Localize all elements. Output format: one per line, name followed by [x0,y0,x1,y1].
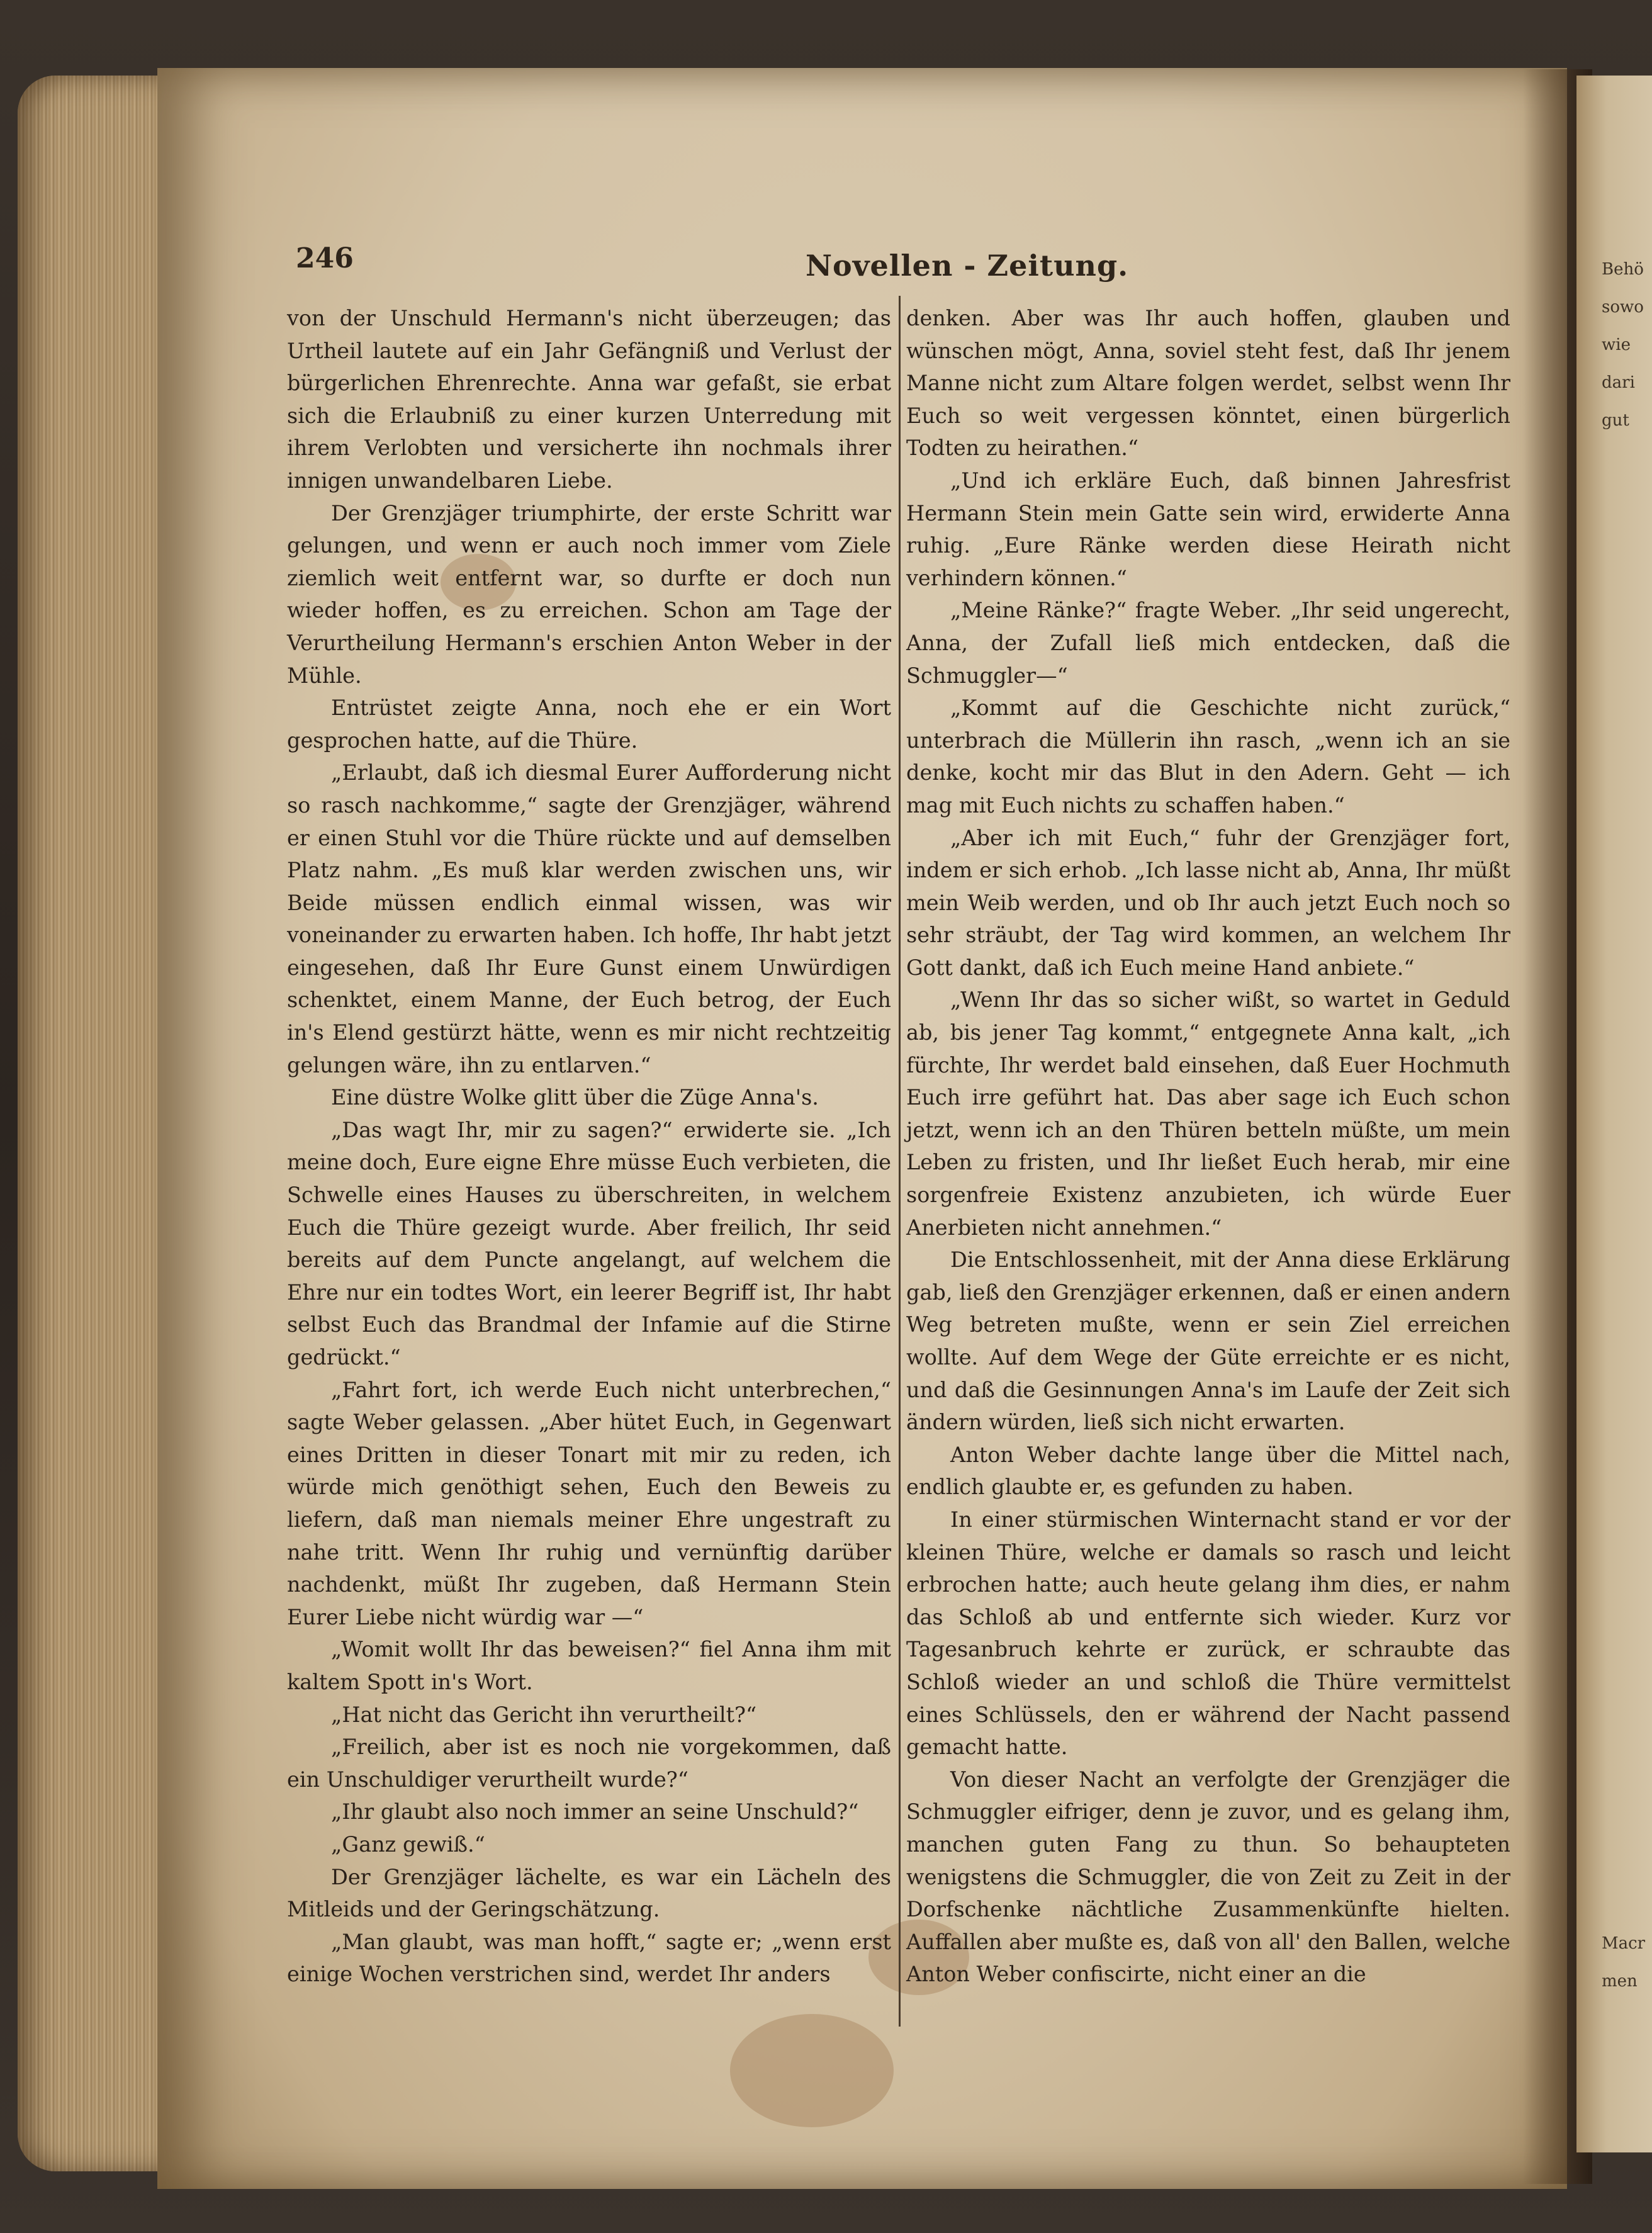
column-divider [899,296,901,2027]
paragraph: denken. Aber was Ihr auch hoffen, glauben und wünschen mögt, Anna, soviel steht fest, daß Ihr jenem Manne nicht zum Altare folgen werdet, selbst wenn Ihr Euch so weit vergessen könntet, einen bürgerlich Todten zu heirathen.“ [906,306,1510,461]
text-column-left [287,302,891,1991]
paragraph: In einer stürmischen Winternacht stand er vor der kleinen Thüre, welche er damals so rasch und leicht erbrochen hatte; auch heute gelang ihm dies, er nahm das Schloß ab und entfernte sich wieder. Kurz vor Tagesanbruch kehrte er zurück, er schraubte das Schloß wieder an und schloß die Thüre vermittelst eines Schlüssels, den er während der Nacht passend gemacht hatte. [906,1507,1510,1760]
next-page-fragment: dari [1602,373,1635,392]
paragraph: „Ganz gewiß.“ [331,1831,485,1857]
paragraph: Von dieser Nacht an verfolgte der Grenzjäger die Schmuggler eifriger, denn je zuvor, und es gelang ihm, manchen guten Fang zu thun. So behaupteten wenigstens die Schmuggler, die von Zeit zu Zeit in der Dorfschenke nächtliche Zusammenkünfte hielten. Auffallen aber mußte es, daß von all' den Ballen, welche Anton Weber confiscirte, nicht einer an die [906,1767,1510,1987]
paragraph: Die Entschlossenheit, mit der Anna diese Erklärung gab, ließ den Grenzjäger erkennen, daß er einen andern Weg betreten mußte, wenn er sein Ziel erreichen wollte. Auf dem Wege der Güte erreichte er es nicht, und daß die Gesinnungen Anna's im Laufe der Zeit sich ändern würden, ließ sich nicht erwarten. [906,1247,1510,1435]
paragraph: Eine düstre Wolke glitt über die Züge Anna's. [331,1085,819,1110]
water-stain [730,2014,894,2127]
next-page-edge [1576,76,1652,2152]
next-page-fragment: gut [1602,411,1629,430]
text-column-right [906,302,1510,1991]
next-page-fragment: Behö [1602,260,1644,279]
running-head: Novellen - Zeitung. [806,249,1129,283]
paragraph: „Hat nicht das Gericht ihn verurtheilt?“ [331,1702,757,1727]
next-page-fragment: wie [1602,335,1631,354]
paragraph: „Erlaubt, daß ich diesmal Eurer Aufforderung nicht so rasch nachkomme,“ sagte der Grenzjäger, während er einen Stuhl vor die Thüre rückte und auf demselben Platz nahm. „Es muß klar werden zwischen uns, wir Beide müssen endlich einmal wissen, was wir voneinander zu erwarten haben. Ich hoffe, Ihr habt jetzt eingesehen, daß Ihr Eure Gunst einem Unwürdigen schenktet, einem Manne, der Euch betrog, der Euch in's Elend gestürzt hätte, wenn es mir nicht rechtzeitig gelungen wäre, ihn zu entlarven.“ [287,760,891,1077]
paragraph: „Freilich, aber ist es noch nie vorgekommen, daß ein Unschuldiger verurtheilt wurde?“ [287,1735,891,1792]
paragraph: „Das wagt Ihr, mir zu sagen?“ erwiderte sie. „Ich meine doch, Eure eigne Ehre müsse Euch verbieten, die Schwelle eines Hauses zu überschreiten, in welchem Euch die Thüre gezeigt wurde. Aber freilich, Ihr seid bereits auf dem Puncte angelangt, auf welchem die Ehre nur ein todtes Wort, ein leerer Begriff ist, Ihr habt selbst Euch das Brandmal der Infamie auf die Stirne gedrückt.“ [287,1117,891,1370]
paragraph: Der Grenzjäger triumphirte, der erste Schritt war gelungen, und wenn er auch noch immer vom Ziele ziemlich weit entfernt war, so durfte er doch nun wieder hoffen, es zu erreichen. Schon am Tage der Verurtheilung Hermann's erschien Anton Weber in der Mühle. [287,500,891,688]
next-page-fragment: men [1602,1972,1638,1991]
paragraph: „Aber ich mit Euch,“ fuhr der Grenzjäger fort, indem er sich erhob. „Ich lasse nicht ab, Anna, Ihr müßt mein Weib werden, und ob Ihr auch jetzt Euch noch so sehr sträubt, der Tag wird kommen, an welchem Ihr Gott dankt, daß ich Euch meine Hand anbiete.“ [906,825,1510,980]
paragraph: „Kommt auf die Geschichte nicht zurück,“ unterbrach die Müllerin ihn rasch, „wenn ich an sie denke, kocht mir das Blut in den Adern. Geht — ich mag mit Euch nichts zu schaffen haben.“ [906,695,1510,818]
paragraph: „Meine Ränke?“ fragte Weber. „Ihr seid ungerecht, Anna, der Zufall ließ mich entdecken, daß die Schmuggler—“ [906,598,1510,688]
paragraph: „Ihr glaubt also noch immer an seine Unschuld?“ [331,1799,859,1825]
page-number: 246 [296,242,354,274]
paragraph: „Wenn Ihr das so sicher wißt, so wartet in Geduld ab, bis jener Tag kommt,“ entgegnete Anna kalt, „ich fürchte, Ihr werdet bald einsehen, daß Euer Hochmuth Euch irre geführt hat. Das aber sage ich Euch schon jetzt, wenn ich an den Thüren betteln müßte, um mein Leben zu fristen, und Ihr ließet Euch herab, mir eine sorgenfreie Existenz anzubieten, ich würde Euer Anerbieten nicht annehmen.“ [906,987,1510,1240]
paragraph: „Womit wollt Ihr das beweisen?“ fiel Anna ihm mit kaltem Spott in's Wort. [287,1637,891,1694]
paragraph: „Fahrt fort, ich werde Euch nicht unterbrechen,“ sagte Weber gelassen. „Aber hütet Euch, in Gegenwart eines Dritten in dieser Tonart mit mir zu reden, ich würde mich genöthigt sehen, Euch den Beweis zu liefern, daß man niemals meiner Ehre ungestraft zu nahe tritt. Wenn Ihr ruhig und vernünftig darüber nachdenkt, müßt Ihr zugeben, daß Hermann Stein Eurer Liebe nicht würdig war —“ [287,1377,891,1629]
paragraph: Der Grenzjäger lächelte, es war ein Lächeln des Mitleids und der Geringschätzung. [287,1864,891,1922]
next-page-fragment: sowo [1602,298,1644,317]
paragraph: „Und ich erkläre Euch, daß binnen Jahresfrist Hermann Stein mein Gatte sein wird, erwiderte Anna ruhig. „Eure Ränke werden diese Heirath nicht verhindern können.“ [906,468,1510,590]
next-page-fragment: Macr [1602,1934,1646,1953]
paragraph: Entrüstet zeigte Anna, noch ehe er ein Wort gesprochen hatte, auf die Thüre. [287,695,891,753]
paragraph: von der Unschuld Hermann's nicht überzeugen; das Urtheil lautete auf ein Jahr Gefängniß und Verlust der bürgerlichen Ehrenrechte. Anna war gefaßt, sie erbat sich die Erlaubniß zu einer kurzen Unterredung mit ihrem Verlobten und versicherte ihn nochmals ihrer innigen unwandelbaren Liebe. [287,306,891,493]
paragraph: „Man glaubt, was man hofft,“ sagte er; „wenn erst einige Wochen verstrichen sind, werdet Ihr anders [287,1929,891,1987]
paragraph: Anton Weber dachte lange über die Mittel nach, endlich glaubte er, es gefunden zu haben. [906,1442,1510,1500]
